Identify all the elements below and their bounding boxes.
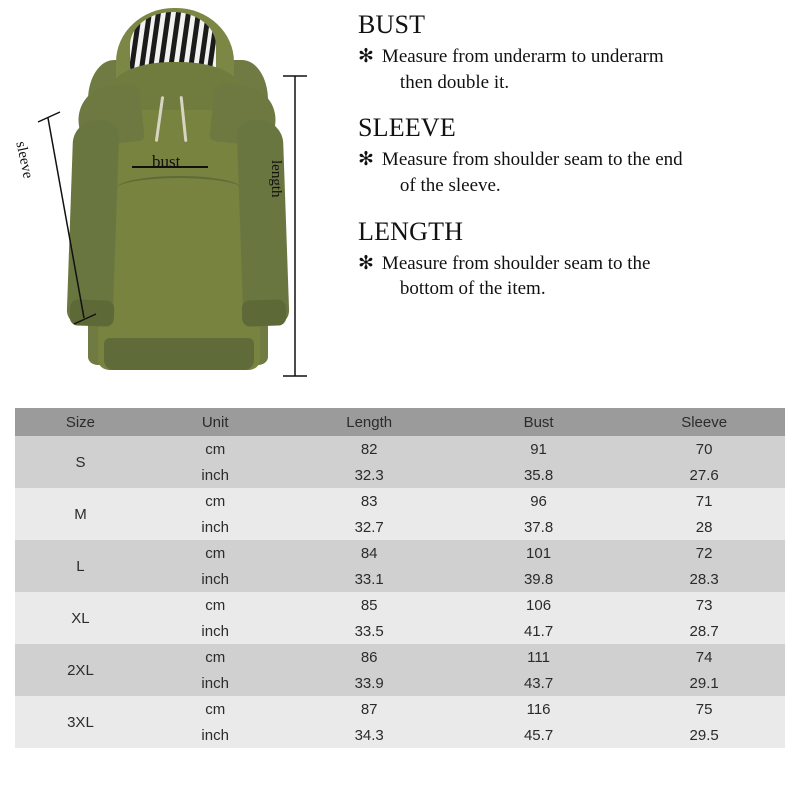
cell-size: 2XL xyxy=(15,644,146,696)
cell-size: XL xyxy=(15,592,146,644)
size-table-body xyxy=(15,436,785,748)
table-row xyxy=(15,540,785,566)
cell-unit: cm xyxy=(146,696,285,722)
instruction-block-sleeve xyxy=(358,113,788,198)
cell-sleeve: 75 xyxy=(623,696,785,722)
cell-unit: cm xyxy=(146,488,285,514)
instruction-sleeve-line1: Measure from shoulder seam to the end xyxy=(381,149,683,171)
length-measure-arrow xyxy=(275,68,315,388)
cell-bust: 96 xyxy=(454,488,623,514)
cell-length: 85 xyxy=(284,592,453,618)
instruction-bust-line2: then double it. xyxy=(399,71,510,93)
cell-length: 33.9 xyxy=(284,670,453,696)
cell-size: 3XL xyxy=(15,696,146,748)
instruction-length-text xyxy=(358,251,788,302)
sleeve-label: sleeve xyxy=(12,140,36,180)
cell-length: 84 xyxy=(284,540,453,566)
cell-length: 32.3 xyxy=(284,462,453,488)
cell-bust: 111 xyxy=(454,644,623,670)
cell-unit: inch xyxy=(146,514,285,540)
cell-bust: 91 xyxy=(454,436,623,462)
cell-sleeve: 73 xyxy=(623,592,785,618)
cell-length: 87 xyxy=(284,696,453,722)
asterisk-icon: ✻ xyxy=(358,252,374,274)
instruction-title-bust: BUST xyxy=(358,10,426,39)
table-row xyxy=(15,592,785,618)
cell-sleeve: 29.5 xyxy=(623,722,785,748)
cell-bust: 39.8 xyxy=(454,566,623,592)
table-row xyxy=(15,644,785,670)
size-table xyxy=(15,408,785,748)
cell-bust: 106 xyxy=(454,592,623,618)
table-row xyxy=(15,436,785,462)
cell-unit: inch xyxy=(146,670,285,696)
cell-length: 32.7 xyxy=(284,514,453,540)
cell-bust: 43.7 xyxy=(454,670,623,696)
garment-illustration xyxy=(12,0,340,405)
cell-length: 82 xyxy=(284,436,453,462)
cell-length: 83 xyxy=(284,488,453,514)
cell-unit: cm xyxy=(146,592,285,618)
instruction-sleeve-text xyxy=(358,147,788,198)
cell-sleeve: 74 xyxy=(623,644,785,670)
cell-bust: 101 xyxy=(454,540,623,566)
header-unit: Unit xyxy=(146,408,285,436)
drawstring xyxy=(148,96,202,154)
size-table-container xyxy=(15,408,785,748)
cell-bust: 37.8 xyxy=(454,514,623,540)
instruction-length-line1: Measure from shoulder seam to the xyxy=(381,252,651,274)
cell-unit: cm xyxy=(146,436,285,462)
instruction-length-line2: bottom of the item. xyxy=(399,278,546,300)
measurement-instructions xyxy=(358,10,788,302)
cell-sleeve: 27.6 xyxy=(623,462,785,488)
header-length: Length xyxy=(284,408,453,436)
cell-sleeve: 71 xyxy=(623,488,785,514)
cell-length: 33.1 xyxy=(284,566,453,592)
cell-size: S xyxy=(15,436,146,488)
cell-sleeve: 70 xyxy=(623,436,785,462)
instruction-sleeve-line2: of the sleeve. xyxy=(399,174,501,196)
instruction-title-length: LENGTH xyxy=(358,216,464,246)
instruction-bust-text xyxy=(358,44,788,95)
cell-length: 34.3 xyxy=(284,722,453,748)
cell-bust: 116 xyxy=(454,696,623,722)
header-row xyxy=(15,408,785,436)
cell-sleeve: 28.3 xyxy=(623,566,785,592)
instruction-block-length xyxy=(358,217,788,302)
header-size: Size xyxy=(15,408,146,436)
cell-bust: 41.7 xyxy=(454,618,623,644)
cell-length: 86 xyxy=(284,644,453,670)
table-row xyxy=(15,696,785,722)
length-label: length xyxy=(268,160,284,198)
cell-unit: cm xyxy=(146,644,285,670)
header-sleeve: Sleeve xyxy=(623,408,785,436)
cell-sleeve: 29.1 xyxy=(623,670,785,696)
cell-bust: 45.7 xyxy=(454,722,623,748)
cell-size: L xyxy=(15,540,146,592)
instruction-title-sleeve: SLEEVE xyxy=(358,113,456,143)
cell-unit: inch xyxy=(146,462,285,488)
table-row xyxy=(15,488,785,514)
cell-sleeve: 72 xyxy=(623,540,785,566)
cell-size: M xyxy=(15,488,146,540)
asterisk-icon: ✻ xyxy=(358,149,374,171)
cell-unit: cm xyxy=(146,540,285,566)
cell-bust: 35.8 xyxy=(454,462,623,488)
cell-unit: inch xyxy=(146,618,285,644)
asterisk-icon: ✻ xyxy=(358,46,374,67)
cell-unit: inch xyxy=(146,722,285,748)
cell-sleeve: 28 xyxy=(623,514,785,540)
cell-unit: inch xyxy=(146,566,285,592)
sleeve-measure-arrow xyxy=(26,100,146,360)
bust-label: bust xyxy=(152,152,181,171)
header-bust: Bust xyxy=(454,408,623,436)
instruction-bust-line1: Measure from underarm to underarm xyxy=(381,46,664,67)
cell-length: 33.5 xyxy=(284,618,453,644)
size-table-header xyxy=(15,408,785,436)
cell-sleeve: 28.7 xyxy=(623,618,785,644)
instruction-block-bust xyxy=(358,10,788,95)
